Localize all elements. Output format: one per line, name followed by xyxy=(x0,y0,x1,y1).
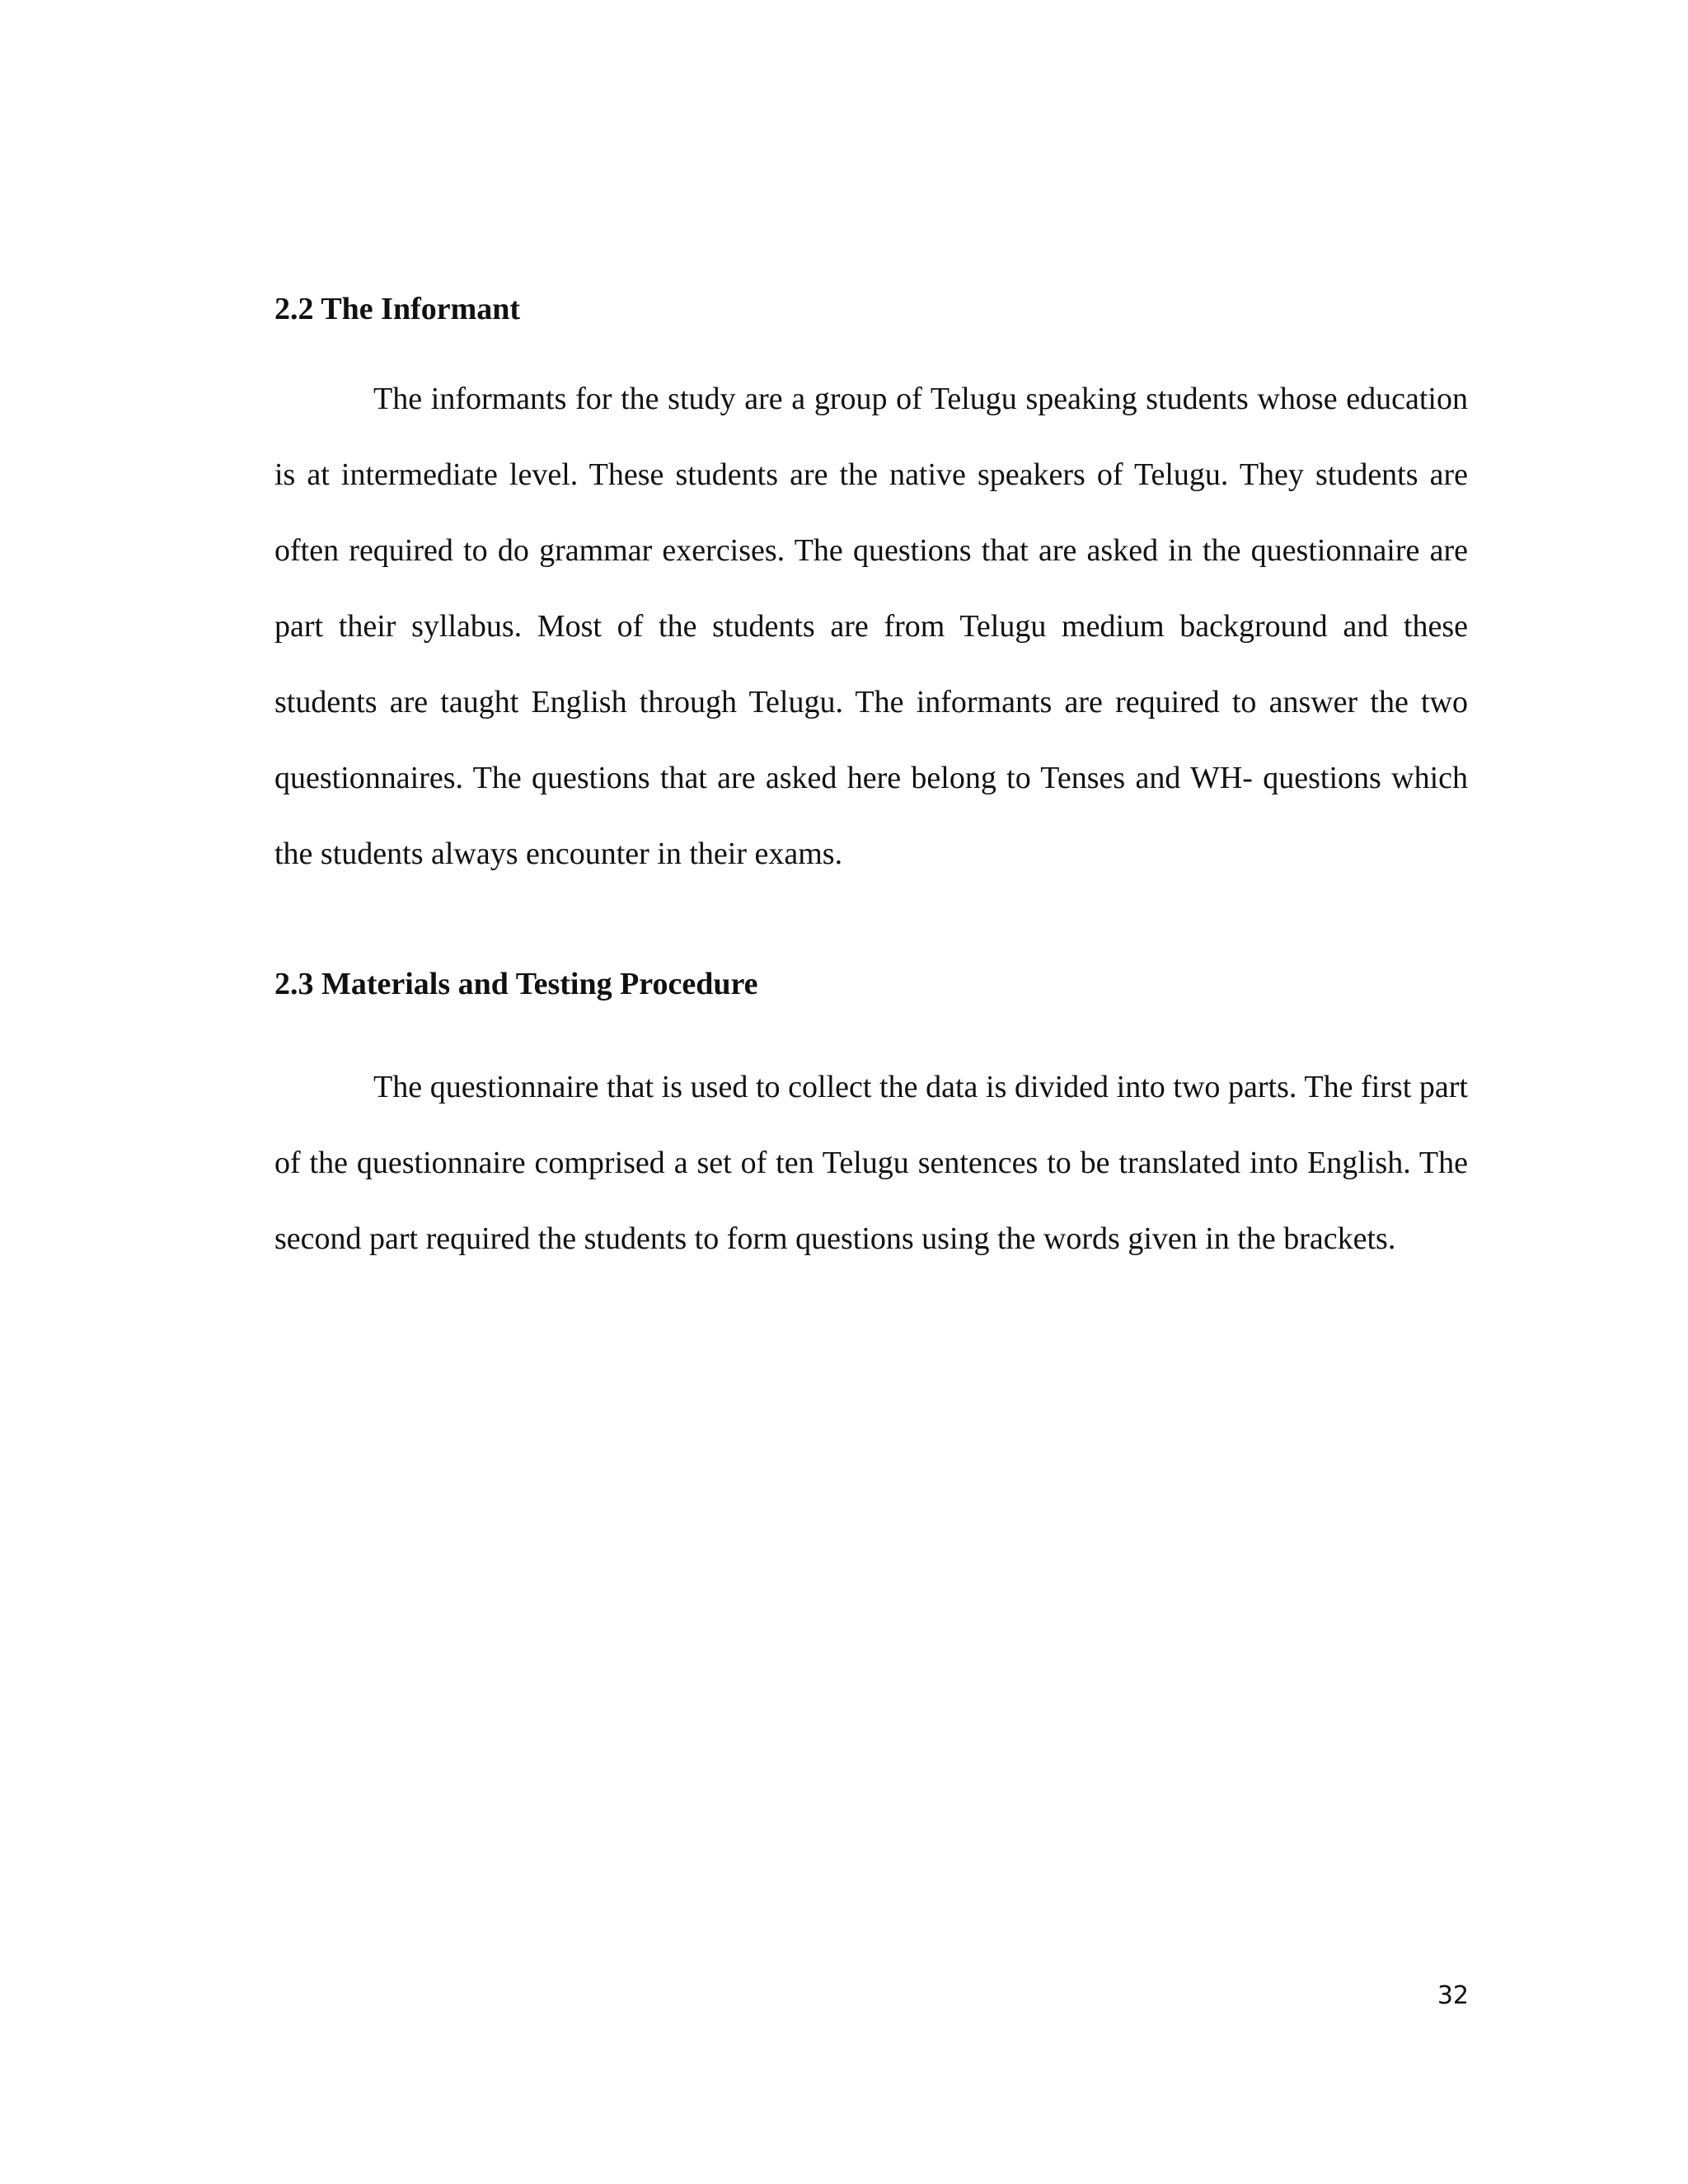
section-paragraph: The questionnaire that is used to collect the data is divided into two parts. The first part of the questionnaire comprised a set of ten Telugu sentences to be translated into English. The second part required the students to form questions using the words given in the brackets. xyxy=(274,1070,1468,1256)
section-paragraph: The informants for the study are a group of Telugu speaking students whose education is at intermediate level. These students are the native speakers of Telugu. They students are often required to do grammar exercises. The questions that are asked in the questionnaire are part their syllabus. Most of the students are from Telugu medium background and these students are taught English through Telugu. The informants are required to answer the two questionnaires. The questions that are asked here belong to Tenses and WH- questions which the students always encounter in their exams. xyxy=(274,382,1468,871)
section-materials-and-testing-procedure xyxy=(274,965,1468,1277)
page-number: 32 xyxy=(1437,1981,1469,2010)
section-heading: 2.2 The Informant xyxy=(274,292,521,326)
section-the-informant xyxy=(274,290,1468,892)
section-heading: 2.3 Materials and Testing Procedure xyxy=(274,967,758,1001)
